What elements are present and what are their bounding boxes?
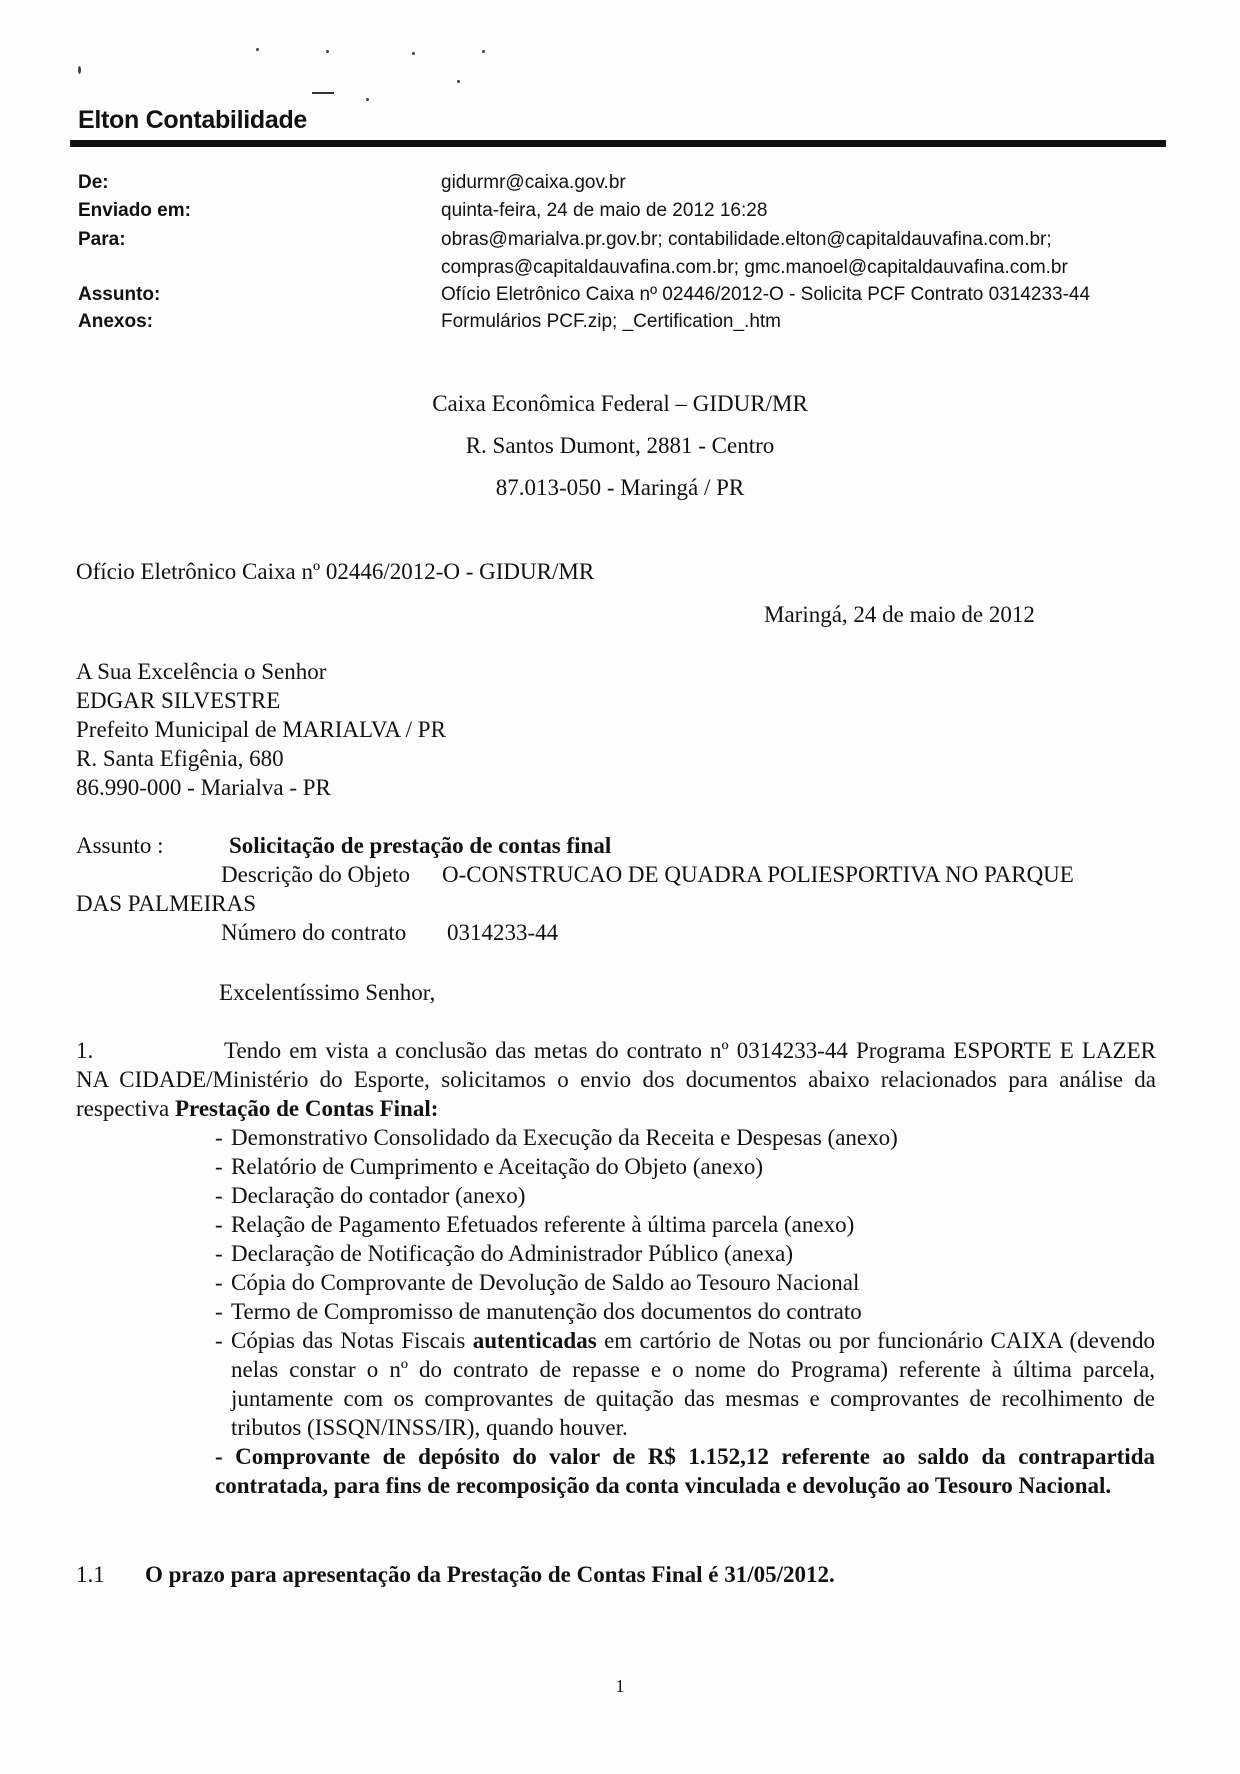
paragraph-1-text: Tendo em vista a conclusão das metas do contrato nº 0314233-44 Programa ESPORTE E LAZER NA CIDADE/Ministério do Esporte, solicitamos o envio dos documentos abaixo relacionados para análise da respectiva [76,1038,1156,1121]
list-item: - Cópia do Comprovante de Devolução de Saldo ao Tesouro Nacional [215,1270,860,1295]
scan-speck [256,48,259,51]
recipient-line: Prefeito Municipal de MARIALVA / PR [76,717,446,742]
email-to-value: obras@marialva.pr.gov.br; contabilidade.elton@capitaldauvafina.com.br; [441,229,1052,250]
email-attachments-label: Anexos: [78,311,153,332]
recipient-line: A Sua Excelência o Senhor [76,659,327,684]
contract-label: Número do contrato [221,920,407,945]
email-from-value: gidurmr@caixa.gov.br [441,172,626,193]
subject-title: Solicitação de prestação de contas final [229,833,612,858]
email-to-value-cont: compras@capitaldauvafina.com.br; gmc.manoel@capitaldauvafina.com.br [441,257,1068,278]
email-subject-value: Ofício Eletrônico Caixa nº 02446/2012-O - Solicita PCF Contrato 0314233-44 [441,284,1091,305]
subject-label: Assunto : [76,833,164,858]
recipient-block [76,657,446,802]
list-item: - Relatório de Cumprimento e Aceitação do Objeto (anexo) [215,1154,764,1179]
scan-speck [312,92,334,94]
recipient-line: EDGAR SILVESTRE [76,688,281,713]
list-item: - Demonstrativo Consolidado da Execução da Receita e Despesas (anexo) [215,1125,898,1150]
scan-speck [366,98,369,101]
recipient-line: 86.990-000 - Marialva - PR [76,775,331,800]
email-from-label: De: [78,172,109,193]
paragraph-1-1: O prazo para apresentação da Prestação de Contas Final é 31/05/2012. [145,1562,835,1587]
scan-speck [482,50,485,53]
letterhead-org: Caixa Econômica Federal – GIDUR/MR [432,391,808,416]
email-subject-label: Assunto: [78,284,161,305]
paragraph-1-1-number: 1.1 [76,1562,105,1587]
list-item: - Termo de Compromisso de manutenção dos documentos do contrato [215,1299,862,1324]
email-to-label: Para: [78,229,126,250]
list-item-notas-fiscais: - Cópias das Notas Fiscais autenticadas em cartório de Notas ou por funcionário CAIXA (devendo nelas constar o nº do contrato de repasse e o nome do Programa) referente à última parcela, juntamente com os comprovantes de quitação das mesmas e comprovantes de recolhimento de tributos (ISSQN/INSS/IR), quando houver. [215,1328,1156,1440]
letterhead-city: 87.013-050 - Maringá / PR [495,475,745,500]
list-item: - Declaração de Notificação do Administrador Público (anexa) [215,1241,793,1266]
scan-speck [457,80,460,83]
oficio-reference: Ofício Eletrônico Caixa nº 02446/2012-O - GIDUR/MR [76,559,595,584]
email-sent-value: quinta-feira, 24 de maio de 2012 16:28 [441,200,768,221]
scan-speck [78,66,81,74]
contract-value: 0314233-44 [447,920,559,945]
email-sender-title: Elton Contabilidade [78,106,308,134]
page-number: 1 [615,1676,625,1696]
salutation: Excelentíssimo Senhor, [219,980,436,1005]
object-value: O-CONSTRUCAO DE QUADRA POLIESPORTIVA NO PARQUE [442,862,1074,887]
letterhead-address: R. Santos Dumont, 2881 - Centro [465,433,775,458]
documents-list [215,1123,1155,1500]
list-item-deposito: - Comprovante de depósito do valor de R$ 1.152,12 referente ao saldo da contrapartida contratada, para fins de recomposição da conta vinculada e devolução ao Tesouro Nacional. [215,1444,1155,1498]
object-label: Descrição do Objeto [221,862,411,887]
paragraph-1-bold: Prestação de Contas Final: [174,1096,439,1121]
recipient-line: R. Santa Efigênia, 680 [76,746,284,771]
list-item: - Declaração do contador (anexo) [215,1183,526,1208]
email-sent-label: Enviado em: [78,200,191,221]
paragraph-1-number: 1. [76,1038,94,1063]
object-value-cont: DAS PALMEIRAS [76,891,257,916]
header-divider [70,140,1166,147]
scan-speck [412,52,415,55]
list-item: - Relação de Pagamento Efetuados referente à última parcela (anexo) [215,1212,855,1237]
scan-speck [326,50,329,53]
letter-date: Maringá, 24 de maio de 2012 [764,602,1035,627]
email-attachments-value: Formulários PCF.zip; _Certification_.htm [441,311,781,332]
paragraph-1 [76,1036,1156,1123]
